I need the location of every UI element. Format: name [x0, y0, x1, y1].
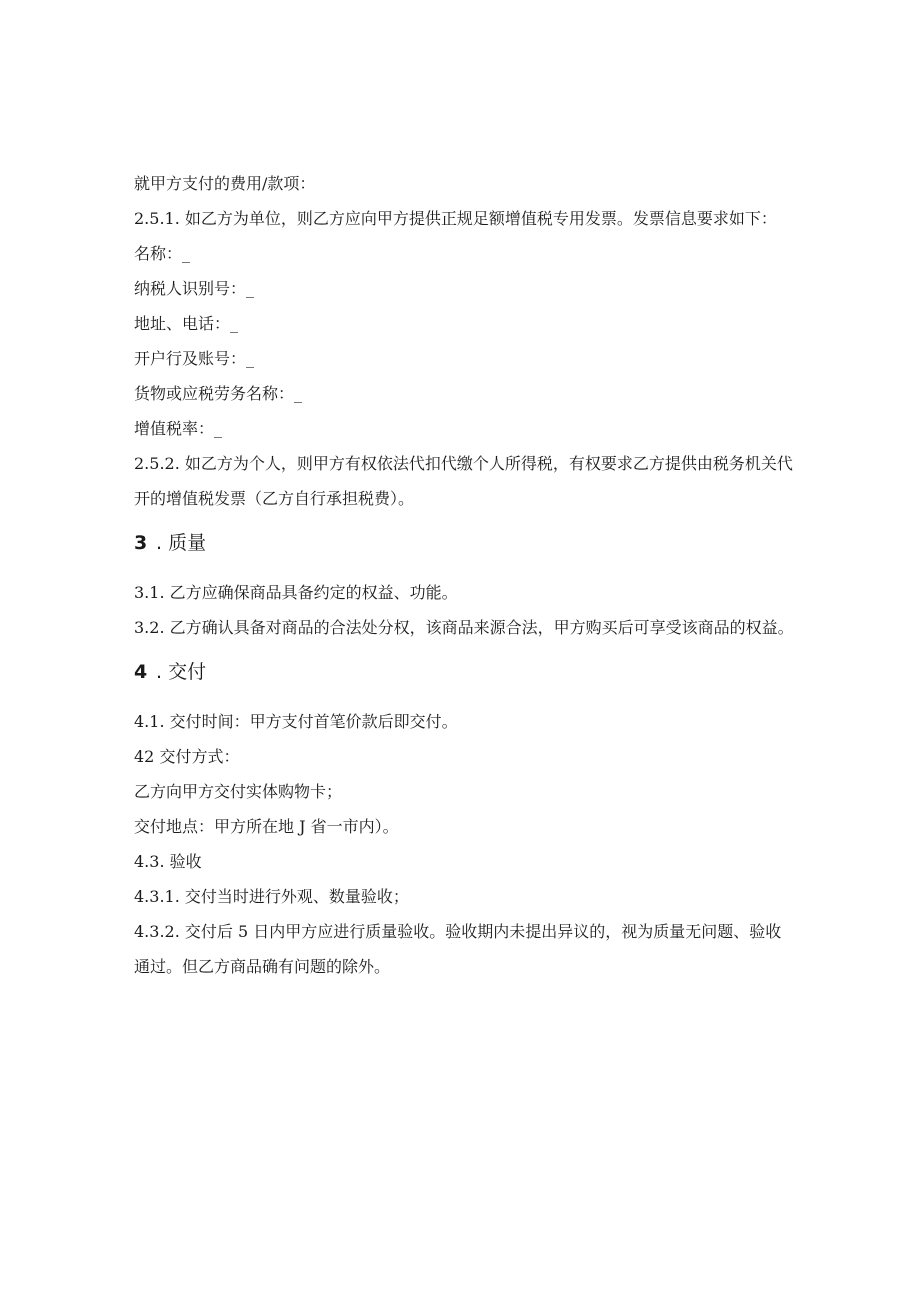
paragraph-delivery-method: 乙方向甲方交付实体购物卡； — [134, 782, 343, 801]
paragraph-3-1: 3.1. 乙方应确保商品具备约定的权益、功能。 — [134, 583, 458, 602]
section-number: 4 — [134, 661, 148, 683]
field-name: 名称：_ — [134, 244, 191, 263]
paragraph-2-5-1: 2.5.1. 如乙方为单位，则乙方应向甲方提供正规足额增值税专用发票。发票信息要求如下： — [134, 209, 777, 228]
paragraph-4-1: 4.1. 交付时间：甲方支付首笔价款后即交付。 — [134, 712, 458, 731]
paragraph-4-3-1: 4.3.1. 交付当时进行外观、数量验收； — [134, 887, 409, 906]
section-title: . 交付 — [156, 661, 207, 683]
paragraph-payment-intro: 就甲方支付的费用/款项： — [134, 174, 316, 193]
field-taxpayer-id: 纳税人识别号：_ — [134, 279, 255, 298]
paragraph-4-3: 4.3. 验收 — [134, 852, 202, 871]
paragraph-2-5-2: 2.5.2. 如乙方为个人，则甲方有权依法代扣代缴个人所得税，有权要求乙方提供由税务机关代开的增值税发票（乙方自行承担税费）。 — [134, 454, 793, 508]
paragraph-4-2: 42 交付方式： — [134, 747, 240, 766]
field-bank-account: 开户行及账号：_ — [134, 349, 255, 368]
section-title: . 质量 — [156, 532, 207, 554]
field-address-phone: 地址、电话：_ — [134, 314, 239, 333]
document-body — [134, 166, 794, 984]
field-goods-service-name: 货物或应税劳务名称：_ — [134, 384, 303, 403]
section-heading-delivery — [134, 660, 794, 684]
section-number: 3 — [134, 532, 148, 554]
field-vat-rate: 增值税率：_ — [134, 419, 223, 438]
paragraph-delivery-location: 交付地点：甲方所在地 J 省一市内）。 — [134, 817, 399, 836]
paragraph-4-3-2: 4.3.2. 交付后 5 日内甲方应进行质量验收。验收期内未提出异议的，视为质量无问题、验收通过。但乙方商品确有问题的除外。 — [134, 922, 782, 976]
paragraph-3-2: 3.2. 乙方确认具备对商品的合法处分权，该商品来源合法，甲方购买后可享受该商品的权益。 — [134, 618, 794, 637]
section-heading-quality — [134, 531, 794, 555]
